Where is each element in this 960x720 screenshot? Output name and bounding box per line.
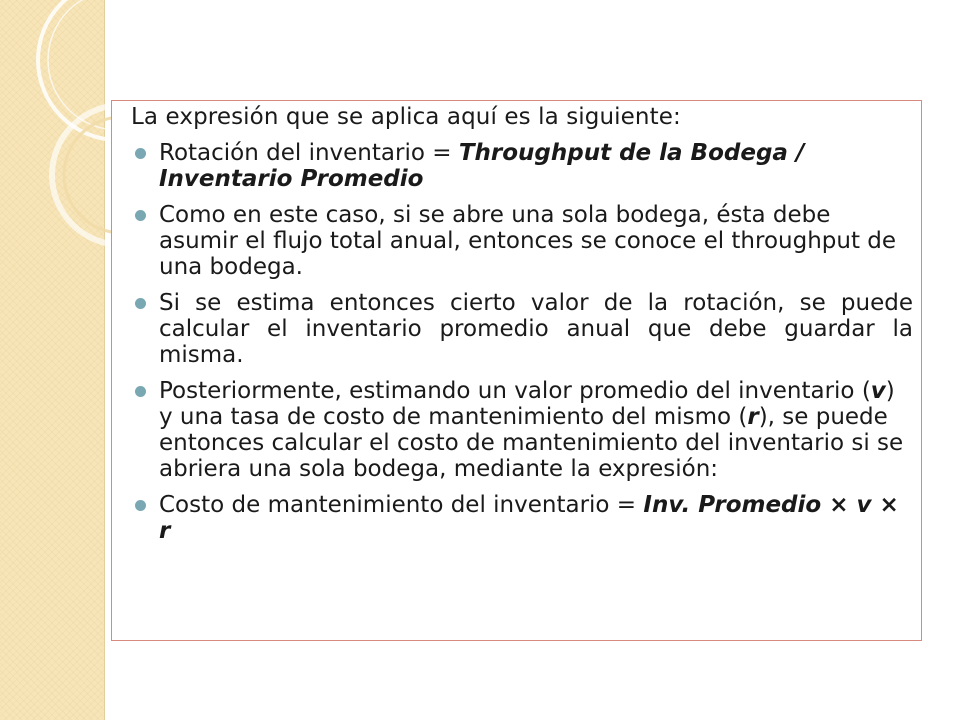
bullet-text: Rotación del inventario = (159, 140, 459, 166)
bullet-text: Si se estima entonces cierto valor de la rotación, se puede calcular el inventario promedio anual que debe guardar la misma. (159, 290, 913, 368)
list-item (131, 378, 913, 482)
list-item (131, 290, 913, 368)
bullet-icon (135, 210, 146, 221)
variable-r: r (747, 404, 759, 430)
bullet-formula: Throughput de la Bodega / Inventario Promedio (159, 140, 805, 192)
bullet-text: ), se puede entonces calcular el costo de mantenimiento del inventario si se abriera una sola bodega, mediante la expresión: (159, 404, 904, 482)
list-item (131, 140, 913, 192)
bullet-text: Posteriormente, estimando un valor promedio del inventario ( (159, 378, 871, 404)
bullet-list (131, 140, 913, 544)
bullet-icon (135, 386, 146, 397)
bullet-text: Costo de mantenimiento del inventario = (159, 492, 644, 518)
list-item (131, 492, 913, 544)
bullet-icon (135, 298, 146, 309)
bullet-icon (135, 500, 146, 511)
bullet-formula: Inv. Promedio × v × r (159, 492, 899, 544)
bullet-text: ) y una tasa de costo de mantenimiento del mismo ( (159, 378, 895, 430)
list-item (131, 202, 913, 280)
bullet-icon (135, 148, 146, 159)
intro-text: La expresión que se aplica aquí es la siguiente: (131, 104, 681, 130)
slide-content (131, 104, 913, 554)
variable-v: v (870, 378, 886, 404)
bullet-text: Como en este caso, si se abre una sola bodega, ésta debe asumir el flujo total anual, entonces se conoce el throughput de una bodega. (159, 202, 897, 280)
